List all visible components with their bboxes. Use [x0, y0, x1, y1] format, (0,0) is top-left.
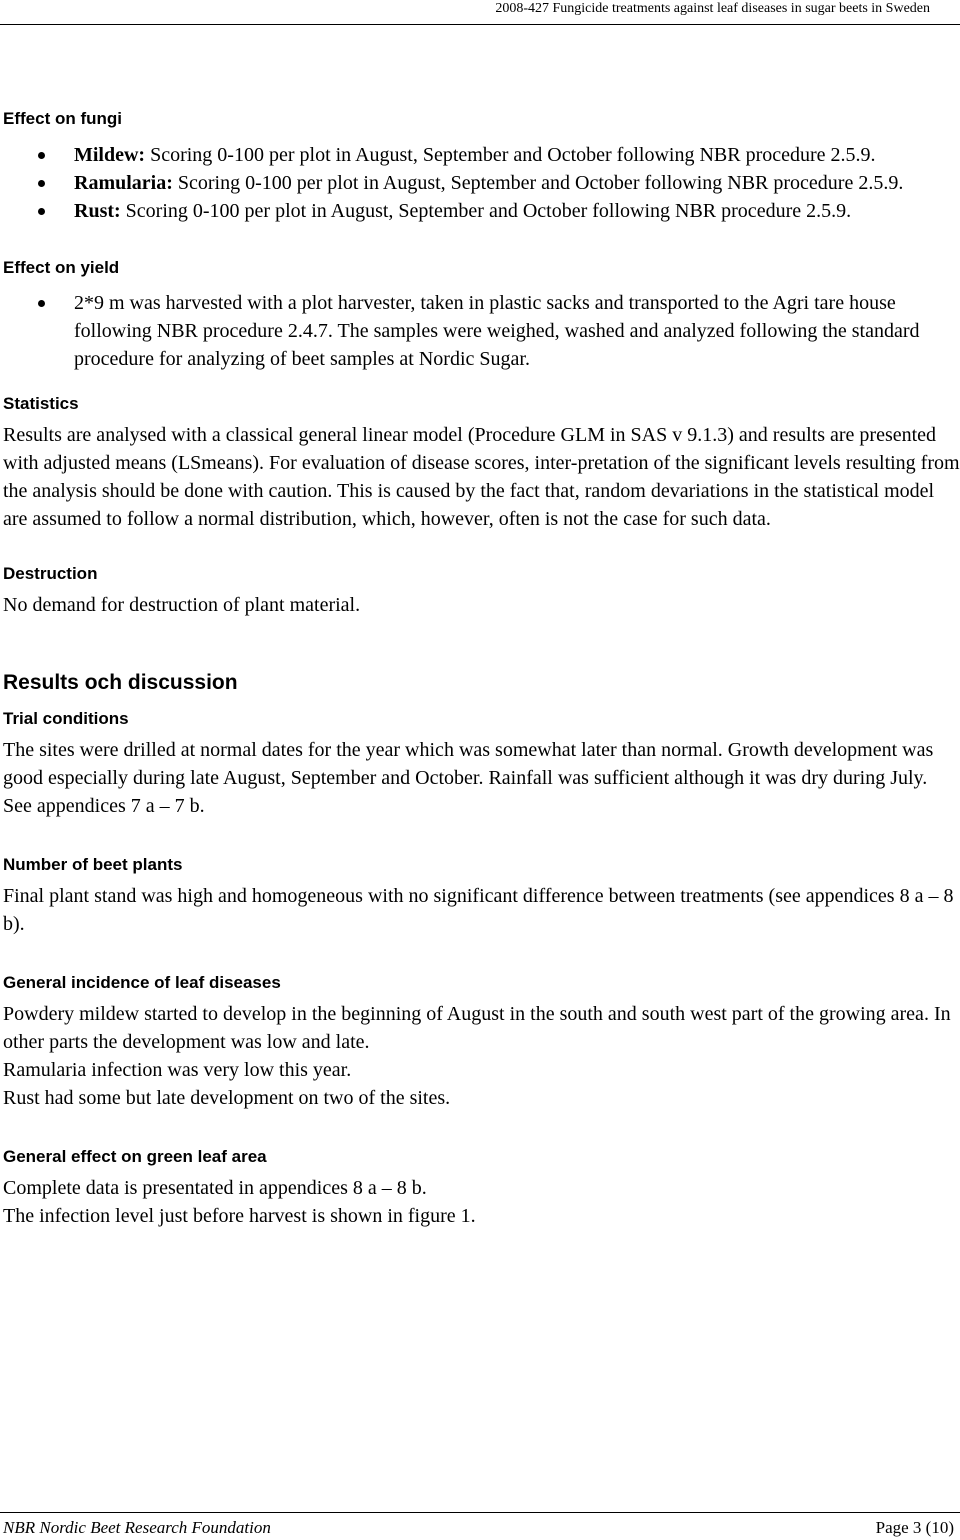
- header-divider: [0, 24, 960, 25]
- list-item: [3, 169, 960, 197]
- section-statistics: [3, 393, 960, 533]
- footer-page-number: Page 3 (10): [875, 1518, 954, 1537]
- trial-conditions-paragraph: The sites were drilled at normal dates for the year which was somewhat later than normal. Growth development was good especially during late August, September and October. Rainfall was sufficient although it was dry during July. See appendices 7 a – 7 b.: [3, 739, 934, 817]
- footer-divider: [0, 1512, 960, 1513]
- section-heading-green-leaf: General effect on green leaf area: [3, 1147, 267, 1166]
- item-label: Mildew:: [74, 144, 146, 166]
- section-green-leaf: [3, 1146, 960, 1230]
- leaf-diseases-line: Ramularia infection was very low this year.: [3, 1059, 352, 1081]
- beet-plants-paragraph: Final plant stand was high and homogeneous with no significant difference between treatments (see appendices 8 a – 8 b).: [3, 885, 954, 935]
- list-item: [3, 289, 960, 373]
- section-effect-on-fungi: [3, 108, 960, 225]
- section-heading-beet-plants: Number of beet plants: [3, 855, 183, 874]
- section-leaf-diseases: [3, 972, 960, 1112]
- page-content: [3, 108, 960, 1230]
- destruction-paragraph: No demand for destruction of plant material.: [3, 594, 361, 616]
- item-label: Rust:: [74, 200, 121, 222]
- item-label: Ramularia:: [74, 172, 173, 194]
- green-leaf-line: Complete data is presentated in appendices 8 a – 8 b.: [3, 1177, 427, 1199]
- section-heading-leaf-diseases: General incidence of leaf diseases: [3, 973, 281, 992]
- results-heading: Results och discussion: [3, 671, 238, 694]
- list-item: [3, 141, 960, 169]
- bullet-icon: [38, 180, 45, 187]
- section-heading-fungi: Effect on fungi: [3, 109, 122, 128]
- bullet-icon: [38, 208, 45, 215]
- section-heading-statistics: Statistics: [3, 394, 79, 413]
- green-leaf-line: The infection level just before harvest is shown in figure 1.: [3, 1205, 476, 1227]
- item-text: 2*9 m was harvested with a plot harvester, taken in plastic sacks and transported to the Agri tare house following NBR procedure 2.4.7. The samples were weighed, washed and analyzed following the standard procedure for analyzing of beet samples at Nordic Sugar.: [74, 292, 920, 370]
- section-effect-on-yield: [3, 257, 960, 373]
- bullet-icon: [38, 152, 45, 159]
- bullet-icon: [38, 300, 45, 307]
- section-heading-yield: Effect on yield: [3, 258, 120, 277]
- section-heading-trial-conditions: Trial conditions: [3, 709, 129, 728]
- section-beet-plants: [3, 854, 960, 938]
- footer-organization: NBR Nordic Beet Research Foundation: [3, 1518, 271, 1537]
- item-text: Scoring 0-100 per plot in August, September and October following NBR procedure 2.5.9.: [172, 172, 904, 194]
- leaf-diseases-line: Rust had some but late development on two of the sites.: [3, 1087, 451, 1109]
- list-item: [3, 197, 960, 225]
- section-trial-conditions: [3, 708, 960, 820]
- yield-list: [3, 289, 960, 373]
- section-heading-destruction: Destruction: [3, 564, 98, 583]
- fungi-list: [3, 141, 960, 225]
- statistics-paragraph: Results are analysed with a classical general linear model (Procedure GLM in SAS v 9.1.3) and results are presented with adjusted means (LSmeans). For evaluation of disease scores, inter-pretation of the significant levels resulting from the analysis should be done with caution. This is caused by the fact that, random devariations in the statistical model are assumed to follow a normal distribution, which, however, often is not the case for such data.: [3, 424, 960, 530]
- running-header: 2008-427 Fungicide treatments against leaf diseases in sugar beets in Sweden: [495, 1, 930, 16]
- section-destruction: [3, 563, 960, 619]
- leaf-diseases-line: Powdery mildew started to develop in the beginning of August in the south and south west part of the growing area. In other parts the development was low and late.: [3, 1003, 951, 1053]
- item-text: Scoring 0-100 per plot in August, September and October following NBR procedure 2.5.9.: [120, 200, 852, 222]
- item-text: Scoring 0-100 per plot in August, September and October following NBR procedure 2.5.9.: [145, 144, 876, 166]
